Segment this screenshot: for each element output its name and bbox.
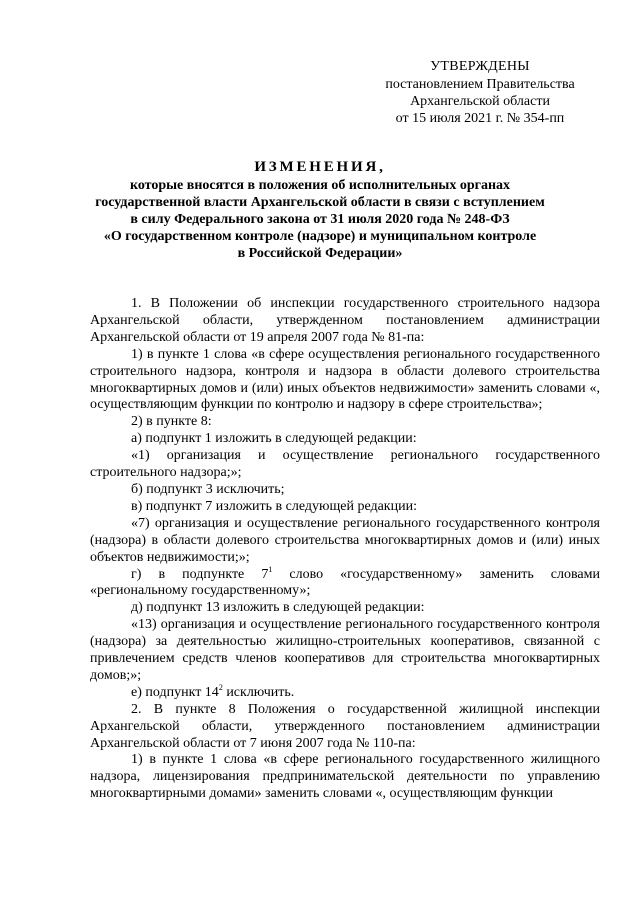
paragraph: «13) организация и осуществление регионального государственного контроля (надзора) за деятельностью жилищно-строительных кооперативов, связанной с привлечением средств членов кооперативов для строительства многоквартирных домов;»;	[90, 617, 600, 683]
title-line: государственной власти Архангельской области в связи с вступлением	[95, 194, 545, 210]
paragraph: 2) в пункте 8:	[131, 414, 212, 430]
paragraph: д) подпункт 13 изложить в следующей редакции:	[131, 600, 425, 616]
document-body	[90, 296, 600, 803]
paragraph	[90, 682, 600, 702]
paragraph: «1) организация и осуществление регионального государственного строительного надзора;»;	[90, 448, 600, 481]
approval-line: постановлением Правительства	[385, 76, 575, 92]
approval-stamp	[360, 59, 600, 128]
paragraph: 1) в пункте 1 слова «в сфере регионального государственного жилищного надзора, лицензирования предпринимательской деятельности по управлению многоквартирными домами» заменить словами «, осуществляющим функции	[90, 752, 600, 802]
document-title	[88, 159, 552, 262]
approval-heading: УТВЕРЖДЕНЫ	[430, 59, 530, 74]
paragraph: «7) организация и осуществление регионального государственного контроля (надзора) в области долевого строительства многоквартирных домов и (или) иных объектов недвижимости;»;	[90, 515, 600, 565]
paragraph-text: исключить.	[222, 684, 295, 700]
superscript: 2	[218, 682, 223, 692]
paragraph-text: е) подпункт 14	[131, 684, 219, 700]
paragraph-text: г) в подпункте 7	[131, 566, 269, 582]
title-line: в силу Федерального закона от 31 июля 2020 года № 248-ФЗ	[130, 211, 510, 227]
title-line: в Российской Федерации»	[237, 245, 403, 261]
title-word: ИЗМЕНЕНИЯ,	[254, 159, 386, 175]
approval-line: от 15 июля 2021 г. № 354-пп	[395, 110, 565, 126]
title-line: «О государственном контроле (надзоре) и муниципальном контроле	[103, 228, 537, 244]
superscript: 1	[268, 564, 273, 574]
paragraph-text: слово «государственному» заменить словами «региональному государственному»;	[90, 566, 600, 599]
paragraph: в) подпункт 7 изложить в следующей редакции:	[131, 498, 417, 514]
paragraph: 2. В пункте 8 Положения о государственной жилищной инспекции Архангельской области, утвержденного постановлением администрации Архангельской области от 7 июня 2007 года № 110-па:	[90, 701, 600, 751]
title-line: которые вносятся в положения об исполнительных органах	[129, 177, 511, 193]
paragraph: 1) в пункте 1 слова «в сфере осуществления регионального государственного строительного надзора, контроля и надзора в области долевого строительства многоквартирных домов и (или) иных объектов недвижимости» заменить словами «, осуществляющим функции по контролю и надзору в сфере строительства»;	[90, 346, 600, 413]
paragraph: б) подпункт 3 исключить;	[131, 481, 285, 497]
paragraph: 1. В Положении об инспекции государственного строительного надзора Архангельской области, утвержденном постановлением администрации Архангельской области от 19 апреля 2007 года № 81-па:	[90, 296, 600, 345]
approval-line: Архангельской области	[410, 93, 550, 109]
paragraph	[90, 564, 600, 601]
paragraph: а) подпункт 1 изложить в следующей редакции:	[131, 431, 417, 447]
